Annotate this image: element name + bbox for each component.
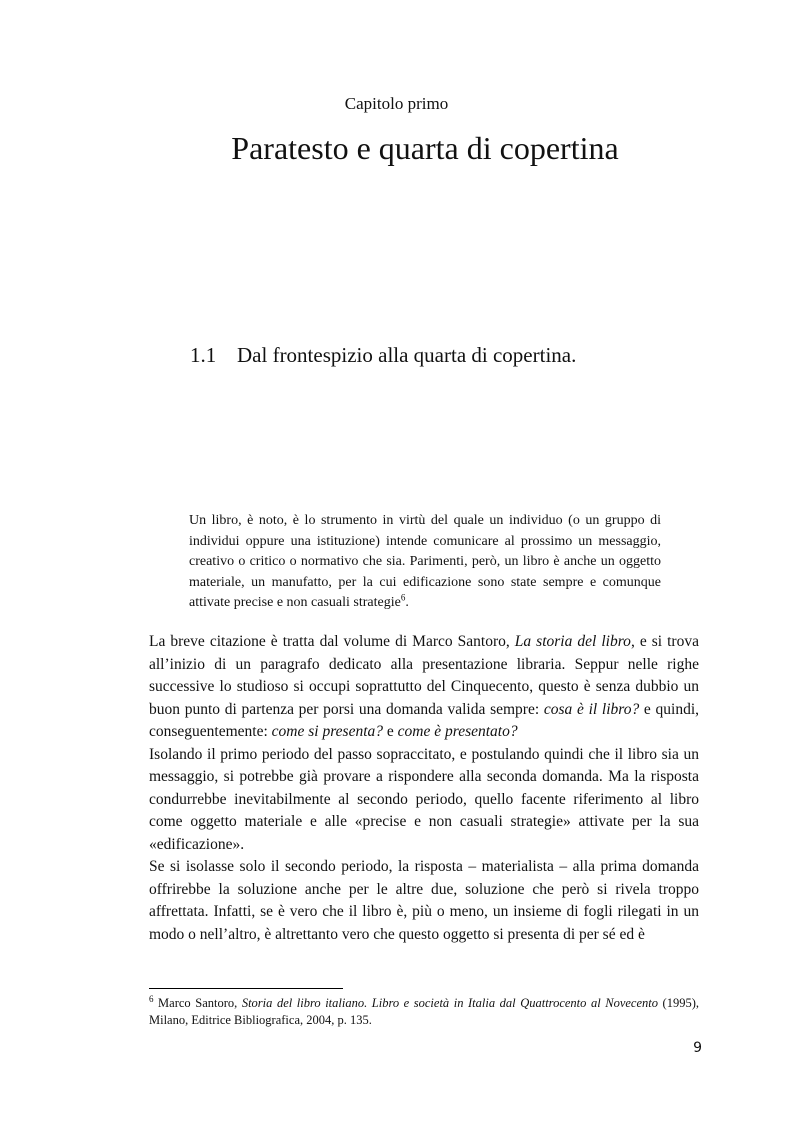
quotation-end: . xyxy=(405,595,409,610)
footnote-author: Marco Santoro, xyxy=(153,996,242,1010)
body-text-run: La breve citazione è tratta dal volume di Marco Santoro, xyxy=(149,633,515,650)
body-text-run: e quindi, conseguentemente: xyxy=(149,700,700,740)
body-text-run: e xyxy=(383,723,398,740)
section-heading xyxy=(190,343,576,368)
footnote-separator xyxy=(149,988,343,989)
body-paragraph-3: Se si isolasse solo il secondo periodo, la risposta – materialista – alla prima domanda offrirebbe la soluzione anche per le altre due, soluzione che però si rivela troppo affrettata. Infatti, se è vero che il libro è, più o meno, un insieme di fogli rilegati in un modo o nell’altro, è altrettanto vero che questo oggetto si presenta di per sé ed è xyxy=(149,858,699,943)
section-title: Dal frontespizio alla quarta di copertina. xyxy=(237,343,577,367)
body-paragraph-2: Isolando il primo periodo del passo sopraccitato, e postulando quindi che il libro sia un messaggio, si potrebbe già provare a rispondere alla seconda domanda. Ma la risposta condurrebbe inevitabilmente al secondo periodo, quello facente riferimento al libro come oggetto materiale e alle «precise e non casuali strategie» attivate per la sua «edificazione». xyxy=(149,745,699,853)
body-paragraph-1 xyxy=(149,631,699,744)
section-number: 1.1 xyxy=(190,343,217,367)
book-title-italic: La storia del libro xyxy=(514,633,631,650)
chapter-label: Capitolo primo xyxy=(344,94,449,113)
block-quotation xyxy=(189,511,661,614)
footnote-number: 6 xyxy=(149,993,154,1004)
page-number: 9 xyxy=(693,1040,702,1056)
question-italic: come si presenta? xyxy=(271,723,384,740)
footnote-publication: (1995), Milano, Editrice Bibliografica, 2004, p. 135. xyxy=(149,996,700,1027)
body-text xyxy=(149,631,699,946)
footnote-book-title: Storia del libro italiano. Libro e società in Italia dal Quattrocento al Novecento xyxy=(241,996,658,1010)
footnote-reference[interactable]: 6 xyxy=(400,592,406,603)
chapter-title: Paratesto e quarta di copertina xyxy=(231,130,619,166)
question-italic: cosa è il libro? xyxy=(543,700,640,718)
footnote xyxy=(149,995,699,1028)
body-text-run: , e si trova all’inizio di un paragrafo dedicato alla presentazione libraria. Seppur nelle righe successive lo studioso si occupi soprattutto del Cinquecento, questo è senza dubbio un buon punto di partenza per porsi una domanda valida sempre: xyxy=(149,633,699,718)
quotation-text: Un libro, è noto, è lo strumento in virtù del quale un individuo (o un gruppo di individui oppure una istituzione) intende comunicare al prossimo un messaggio, creativo o critico o normativo che sia. Parimenti, però, un libro è anche un oggetto materiale, un manufatto, per la cui edificazione sono state sempre e comunque attivate precise e non casuali strategie xyxy=(189,513,661,610)
question-italic: come è presentato? xyxy=(397,723,518,740)
